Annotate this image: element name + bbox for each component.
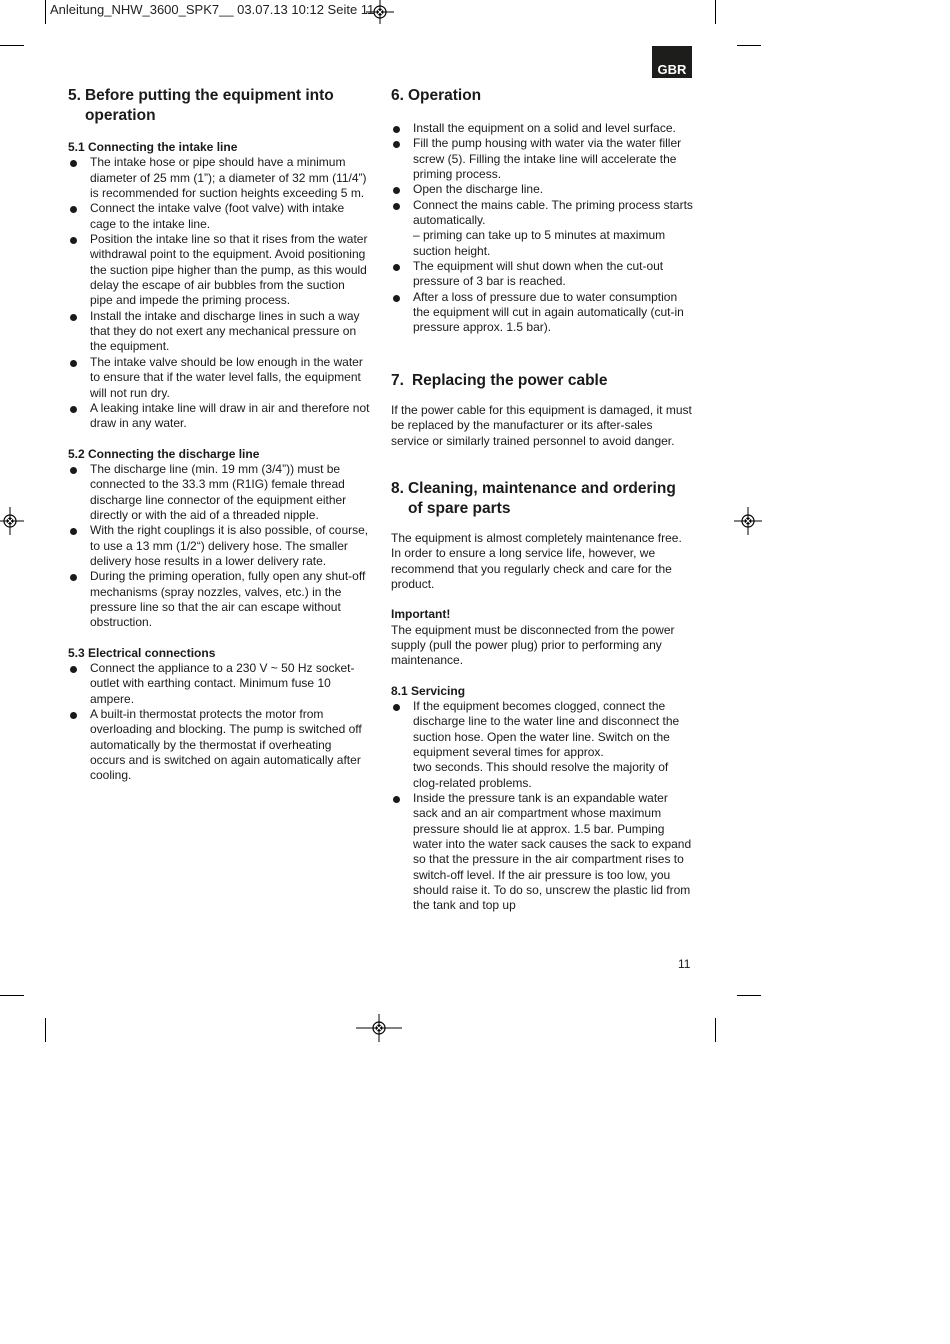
section-5-1-heading: 5.1 Connecting the intake line	[68, 140, 238, 154]
registration-mark-icon	[366, 0, 394, 24]
bullet-icon	[393, 203, 400, 210]
section-5-1-list	[68, 155, 370, 431]
list-item: Fill the pump housing with water via the water filler screw (5). Filling the intake line will accelerate the priming process.	[391, 136, 693, 182]
list-item: Install the intake and discharge lines in such a way that they do not exert any mechanical pressure on the equipment.	[68, 309, 370, 355]
bullet-icon	[70, 206, 77, 213]
list-item: Position the intake line so that it rises from the water withdrawal point to the equipment. Avoid positioning the suction pipe higher than the pump, as this would delay the escape of air bubbles from the suction pipe and impede the priming process.	[68, 232, 370, 309]
crop-mark	[45, 1018, 46, 1042]
bullet-icon	[393, 295, 400, 302]
section-5-2-heading: 5.2 Connecting the discharge line	[68, 446, 260, 461]
crop-mark	[0, 45, 24, 46]
bullet-icon	[70, 314, 77, 321]
list-item: Inside the pressure tank is an expandable water sack and an air compartment whose maximum pressure should lie at approx. 1.5 bar. Pumping water into the water sack causes the sack to expand so that the pressure in the air compartment rises to switch-off level. If the air pressure is too low, you should raise it. To do so, unscrew the plastic lid from the tank and top up	[391, 791, 693, 914]
section-7-body: If the power cable for this equipment is damaged, it must be replaced by the manufacturer or its after-sales service or similarly trained personnel to avoid danger.	[391, 402, 692, 448]
bullet-icon	[70, 237, 77, 244]
list-item: Open the discharge line.	[391, 182, 693, 197]
section-8-1-list	[391, 699, 693, 914]
list-item: Connect the appliance to a 230 V ~ 50 Hz socket-outlet with earthing contact. Minimum fuse 10 ampere.	[68, 661, 370, 707]
crop-mark	[45, 0, 46, 24]
section-5-3-list	[68, 661, 370, 784]
registration-mark-icon	[0, 507, 24, 535]
bullet-icon	[70, 666, 77, 673]
registration-mark-icon	[356, 1014, 402, 1042]
section-8-body: The equipment is almost completely maintenance free. In order to ensure a long service life, however, we recommend that you regularly check and care for the product.	[391, 530, 682, 591]
list-item: After a loss of pressure due to water consumption the equipment will cut in again automatically (cut-in pressure approx. 1.5 bar).	[391, 290, 693, 336]
crop-mark	[0, 995, 24, 996]
section-8-heading: 8. Cleaning, maintenance and ordering of spare parts	[391, 479, 676, 517]
list-item: The discharge line (min. 19 mm (3/4”)) must be connected to the 33.3 mm (R1IG) female thread discharge line connector of the equipment either directly or with the aid of a threaded nipple.	[68, 462, 370, 523]
list-item: The equipment will shut down when the cut-out pressure of 3 bar is reached.	[391, 259, 693, 290]
section-6-list	[391, 121, 693, 336]
bullet-icon	[70, 406, 77, 413]
crop-mark	[715, 1018, 716, 1042]
bullet-icon	[70, 712, 77, 719]
language-badge: GBR	[652, 46, 692, 78]
list-item: The intake hose or pipe should have a minimum diameter of 25 mm (1”); a diameter of 32 mm (11/4”) is recommended for suction heights exceeding 5 m.	[68, 155, 370, 201]
list-item: With the right couplings it is also possible, of course, to use a 13 mm (1/2“) delivery hose. The smaller delivery hose results in a lower delivery rate.	[68, 523, 370, 569]
registration-mark-icon	[734, 507, 762, 535]
print-slug: Anleitung_NHW_3600_SPK7__ 03.07.13 10:12 Seite 11	[50, 2, 375, 17]
bullet-icon	[393, 264, 400, 271]
bullet-icon	[70, 467, 77, 474]
list-item: During the priming operation, fully open any shut-off mechanisms (spray nozzles, valves, etc.) in the pressure line so that the air can escape without obstruction.	[68, 569, 370, 630]
list-item: Install the equipment on a solid and level surface.	[391, 121, 693, 136]
bullet-icon	[70, 528, 77, 535]
section-6-heading: 6. Operation	[391, 87, 482, 104]
section-5-heading: 5. Before putting the equipment into operation	[68, 87, 334, 124]
important-label: Important!	[391, 607, 451, 622]
list-item: Connect the intake valve (foot valve) with intake cage to the intake line.	[68, 201, 370, 232]
left-column	[68, 86, 370, 784]
page-number: 11	[678, 957, 691, 971]
list-item: The intake valve should be low enough in the water to ensure that if the water level falls, the equipment will not run dry.	[68, 355, 370, 401]
section-5-3-heading: 5.3 Electrical connections	[68, 645, 216, 660]
list-item: Connect the mains cable. The priming process starts automatically. – priming can take up to 5 minutes at maximum suction height.	[391, 198, 693, 259]
bullet-icon	[70, 574, 77, 581]
bullet-icon	[70, 160, 77, 167]
list-item: A built-in thermostat protects the motor from overloading and blocking. The pump is switched off automatically by the thermostat if overheating occurs and is switched on again automatically after cooling.	[68, 707, 370, 784]
bullet-icon	[70, 360, 77, 367]
bullet-icon	[393, 141, 400, 148]
section-8-1-heading: 8.1 Servicing	[391, 683, 466, 698]
bullet-icon	[393, 704, 400, 711]
crop-mark	[715, 0, 716, 24]
important-text: The equipment must be disconnected from the power supply (pull the power plug) prior to performing any maintenance.	[391, 622, 675, 668]
list-item: A leaking intake line will draw in air and therefore not draw in any water.	[68, 401, 370, 432]
crop-mark	[737, 995, 761, 996]
list-item: If the equipment becomes clogged, connect the discharge line to the water line and disconnect the suction hose. Open the water line. Switch on the equipment several times for approx. two seconds. This should resolve the majority of clog-related problems.	[391, 699, 693, 791]
crop-mark	[737, 45, 761, 46]
section-5-2-list	[68, 462, 370, 631]
section-7-heading: 7. Replacing the power cable	[391, 371, 608, 389]
right-column	[391, 86, 693, 914]
bullet-icon	[393, 187, 400, 194]
bullet-icon	[393, 126, 400, 133]
bullet-icon	[393, 796, 400, 803]
priming-note: – priming can take up to 5 minutes at maximum suction height.	[413, 228, 666, 258]
